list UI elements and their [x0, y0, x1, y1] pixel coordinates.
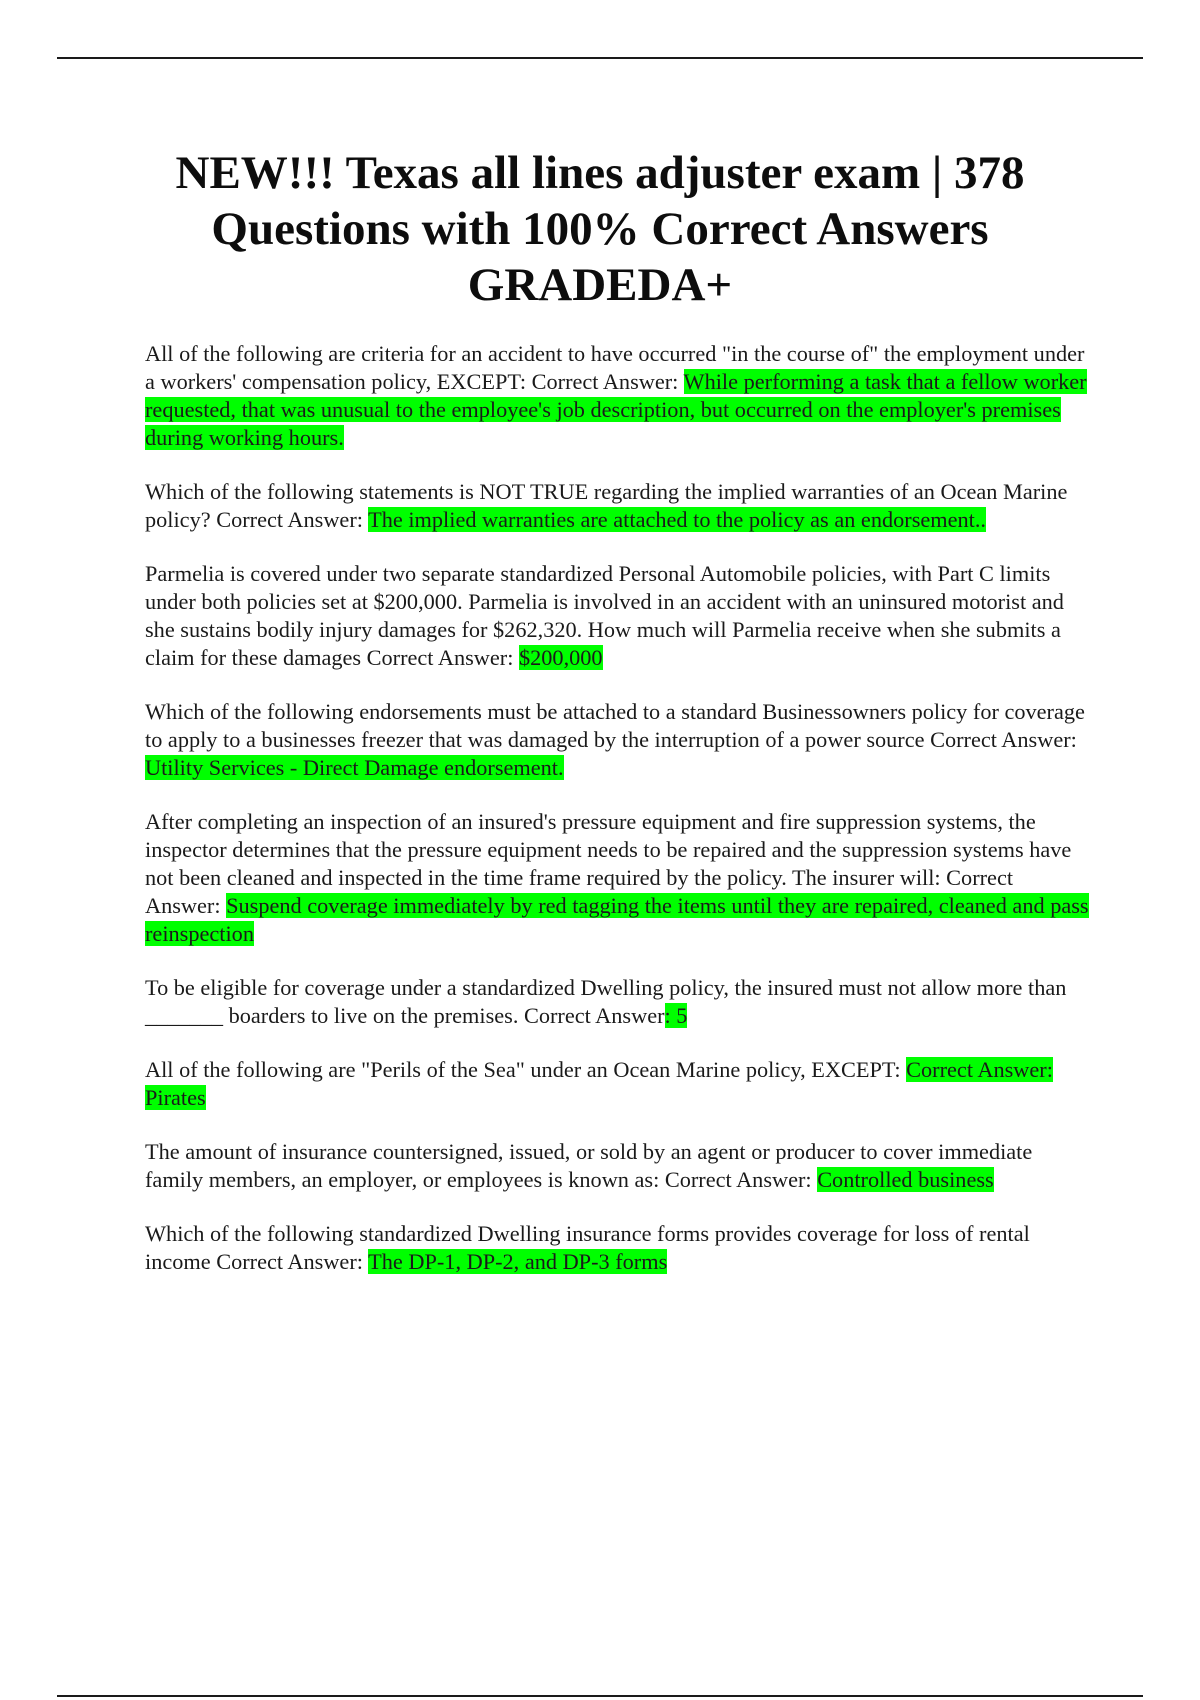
- qa-list: [145, 340, 1090, 1302]
- answer-highlight: Controlled business: [817, 1167, 994, 1192]
- question-text: All of the following are "Perils of the Sea" under an Ocean Marine policy, EXCEPT:: [145, 1057, 907, 1082]
- qa-item-3: [145, 560, 1090, 672]
- qa-item-1: [145, 340, 1090, 452]
- answer-highlight: The DP-1, DP-2, and DP-3 forms: [368, 1249, 668, 1274]
- qa-item-8: [145, 1138, 1090, 1194]
- top-divider: [57, 57, 1143, 59]
- question-text: To be eligible for coverage under a standardized Dwelling policy, the insured must not allow more than _______ boarders to live on the premises. Correct Answer: [145, 975, 1067, 1028]
- question-text: Which of the following endorsements must be attached to a standard Businessowners policy for coverage to apply to a businesses freezer that was damaged by the interruption of a power source Correct Answer:: [145, 699, 1085, 752]
- question-text: After completing an inspection of an insured's pressure equipment and fire suppression systems, the inspector determines that the pressure equipment needs to be repaired and the suppression systems have not been cleaned and inspected in the time frame required by the policy. The insurer will: Correct Answer:: [145, 809, 1072, 918]
- question-text: The amount of insurance countersigned, issued, or sold by an agent or producer to cover immediate family members, an employer, or employees is known as: Correct Answer:: [145, 1139, 1033, 1192]
- answer-highlight: Suspend coverage immediately by red tagging the items until they are repaired, cleaned and pass reinspection: [145, 893, 1089, 946]
- qa-item-7: [145, 1056, 1090, 1112]
- answer-highlight: : 5: [664, 1003, 688, 1028]
- question-text: Which of the following statements is NOT TRUE regarding the implied warranties of an Ocean Marine policy? Correct Answer:: [145, 479, 1068, 532]
- answer-highlight: $200,000: [518, 645, 603, 670]
- question-text: All of the following are criteria for an accident to have occurred "in the course of" the employment under a workers' compensation policy, EXCEPT: Correct Answer:: [145, 341, 1085, 394]
- question-text: Which of the following standardized Dwelling insurance forms provides coverage for loss of rental income Correct Answer:: [145, 1221, 1030, 1274]
- answer-highlight: While performing a task that a fellow worker requested, that was unusual to the employee's job description, but occurred on the employer's premises during working hours.: [145, 369, 1087, 450]
- qa-item-4: [145, 698, 1090, 782]
- qa-item-6: [145, 974, 1090, 1030]
- question-text: Parmelia is covered under two separate standardized Personal Automobile policies, with Part C limits under both policies set at $200,000. Parmelia is involved in an accident with an uninsured motorist and she sustains bodily injury damages for $262,320. How much will Parmelia receive when she submits a claim for these damages Correct Answer:: [145, 561, 1064, 670]
- answer-highlight: Utility Services - Direct Damage endorsement.: [145, 755, 564, 780]
- qa-item-9: [145, 1220, 1090, 1276]
- answer-highlight: The implied warranties are attached to the policy as an endorsement..: [368, 507, 987, 532]
- answer-highlight: Correct Answer: Pirates: [145, 1057, 1053, 1110]
- bottom-divider: [57, 1695, 1143, 1697]
- qa-item-5: [145, 808, 1090, 948]
- document-title: NEW!!! Texas all lines adjuster exam | 378 Questions with 100% Correct Answers GRADEDA+: [175, 147, 1025, 311]
- qa-item-2: [145, 478, 1090, 534]
